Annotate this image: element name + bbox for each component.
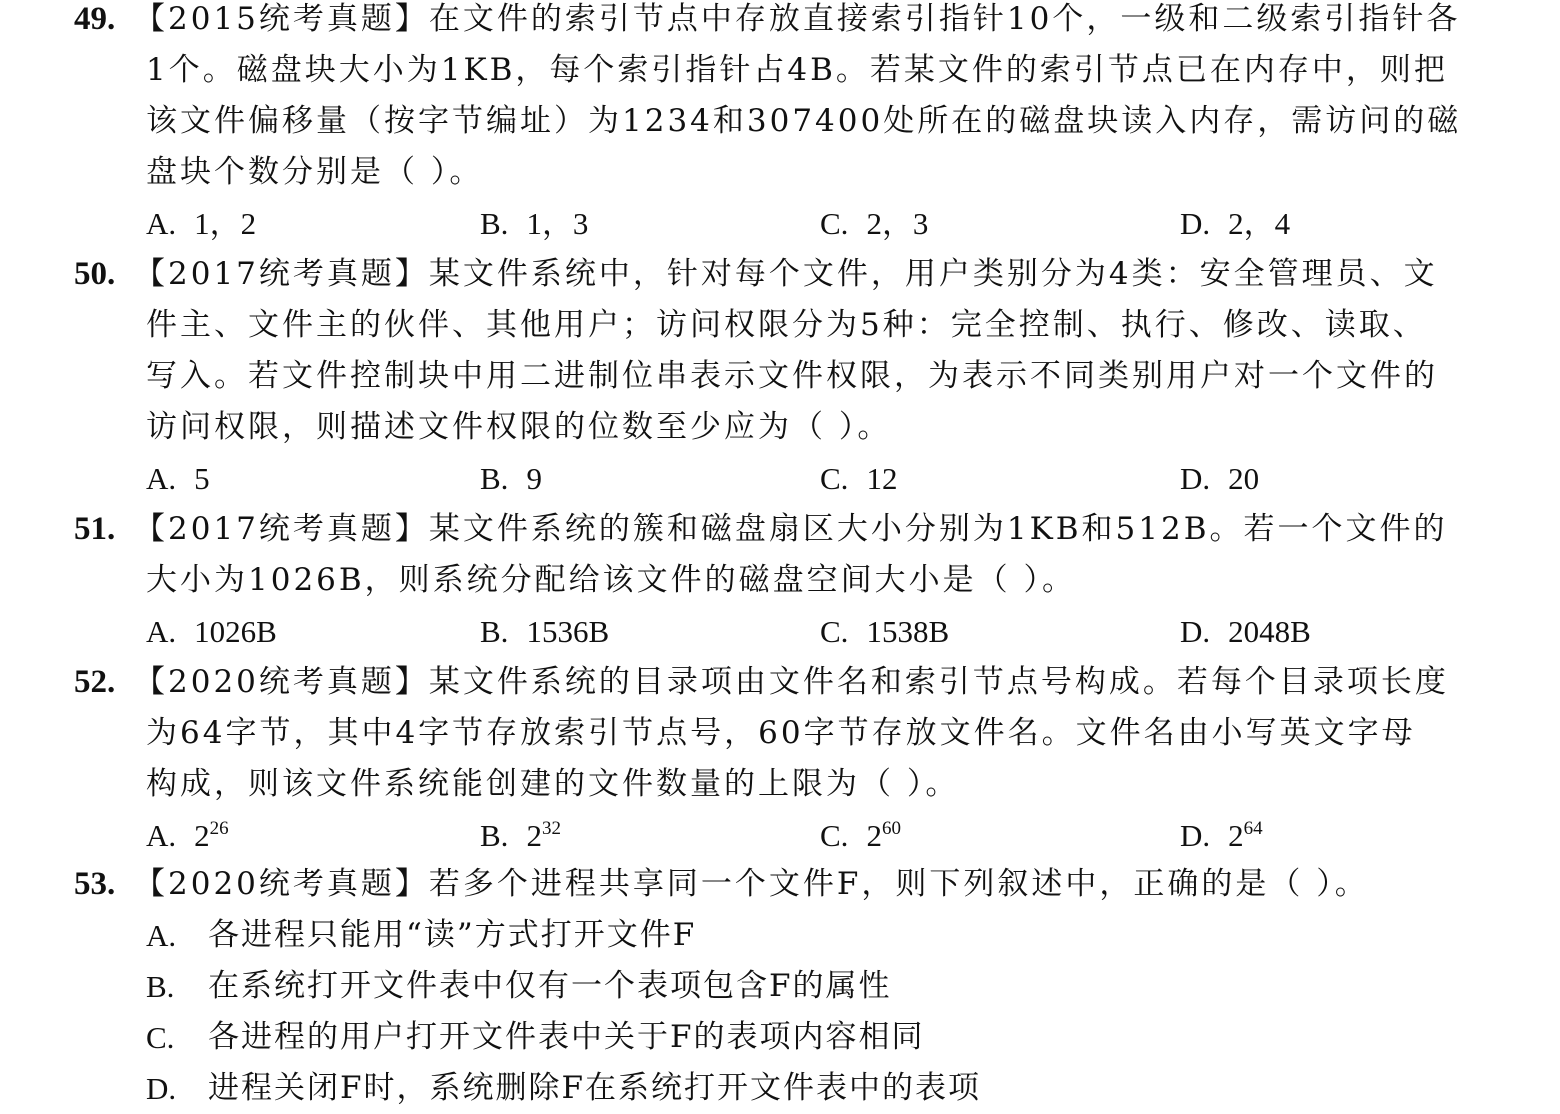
question-number: 50.: [74, 256, 116, 292]
options-row: [74, 810, 1454, 861]
option-value: [194, 818, 229, 853]
option-label: C.: [820, 614, 849, 649]
question-49: [74, 0, 1462, 249]
option-label: B.: [480, 818, 509, 853]
option-value: [866, 818, 901, 853]
options-row: [74, 606, 1454, 657]
question-line: [74, 249, 1454, 300]
option-value: 2，4: [1228, 206, 1291, 241]
question-text: 件主、文件主的伙伴、其他用户；访问权限分为5种：完全控制、执行、修改、读取、: [146, 307, 1427, 343]
power-base: 2: [526, 818, 542, 853]
option-b[interactable]: [480, 453, 542, 505]
option-label: A.: [146, 614, 177, 649]
option-value: 1536B: [526, 614, 610, 649]
option-value: 20: [1228, 461, 1260, 496]
option-d[interactable]: [74, 1063, 1454, 1114]
option-value: 2，3: [866, 206, 929, 241]
option-label: D.: [1180, 461, 1211, 496]
question-number: 49.: [74, 1, 116, 37]
question-line: [74, 504, 1454, 555]
option-value: [526, 818, 561, 853]
option-d[interactable]: [1180, 606, 1311, 658]
question-line: [74, 147, 1454, 198]
question-text: 写入。若文件控制块中用二进制位串表示文件权限，为表示不同类别用户对一个文件的: [146, 358, 1438, 394]
power-base: 2: [1228, 818, 1244, 853]
option-value: 2048B: [1228, 614, 1311, 649]
option-value: 9: [526, 461, 542, 496]
question-number: 53.: [74, 866, 116, 902]
question-text: 大小为1026B，则系统分配给该文件的磁盘空间大小是（ ）。: [146, 562, 1077, 598]
options-row: [74, 453, 1454, 504]
question-text: 访问权限，则描述文件权限的位数至少应为（ ）。: [146, 409, 892, 445]
option-value: 1538B: [866, 614, 950, 649]
question-52: [74, 657, 1454, 861]
question-line: [74, 657, 1454, 708]
option-value: 1026B: [194, 614, 277, 649]
question-line: [74, 45, 1454, 96]
option-d[interactable]: [1180, 198, 1290, 250]
question-text: 构成，则该文件系统能创建的文件数量的上限为（ ）。: [146, 766, 960, 802]
option-c[interactable]: [820, 606, 949, 658]
question-line: [74, 300, 1454, 351]
power-exponent: 26: [209, 818, 229, 839]
option-label: A.: [146, 818, 177, 853]
question-text: 为64字节，其中4字节存放索引节点号，60字节存放文件名。文件名由小写英文字母: [146, 715, 1416, 751]
option-c[interactable]: [820, 810, 901, 862]
option-b[interactable]: [480, 198, 588, 250]
question-text: 【2015统考真题】在文件的索引节点中存放直接索引指针10个，一级和二级索引指针各: [134, 1, 1461, 37]
options-row: [74, 198, 1454, 249]
option-value: 1，3: [526, 206, 589, 241]
question-text: 1个。磁盘块大小为1KB，每个索引指针占4B。若某文件的索引节点已在内存中，则把: [146, 52, 1448, 88]
option-label: C.: [820, 818, 849, 853]
question-line: [74, 0, 1461, 45]
question-line: [74, 759, 1454, 810]
option-c[interactable]: [74, 1012, 1454, 1063]
option-value: 各进程的用户打开文件表中关于F的表项内容相同: [208, 1019, 925, 1055]
question-51: [74, 504, 1454, 657]
option-d[interactable]: [1180, 810, 1263, 862]
option-b[interactable]: [480, 810, 561, 862]
question-text: 【2020统考真题】若多个进程共享同一个文件F，则下列叙述中，正确的是（ ）。: [134, 866, 1369, 902]
option-label: C.: [820, 461, 849, 496]
question-text: 【2017统考真题】某文件系统的簇和磁盘扇区大小分别为1KB和512B。若一个文件的: [134, 511, 1448, 547]
question-line: [74, 859, 1454, 910]
option-label: A.: [146, 461, 177, 496]
option-value: 进程关闭F时，系统删除F在系统打开文件表中的表项: [208, 1070, 982, 1106]
question-number: 51.: [74, 511, 116, 547]
option-value: 12: [866, 461, 898, 496]
option-value: 各进程只能用“读”方式打开文件F: [208, 917, 697, 953]
option-a[interactable]: [146, 453, 210, 505]
option-c[interactable]: [820, 198, 928, 250]
option-label: B.: [480, 614, 509, 649]
question-text: 该文件偏移量（按字节编址）为1234和307400处所在的磁盘块读入内存，需访问的磁: [146, 103, 1462, 139]
option-label: D.: [1180, 614, 1211, 649]
option-label: A.: [146, 206, 177, 241]
option-b[interactable]: [480, 606, 609, 658]
question-text: 【2020统考真题】某文件系统的目录项由文件名和索引节点号构成。若每个目录项长度: [134, 664, 1449, 700]
question-line: [74, 708, 1454, 759]
option-label: B.: [480, 461, 509, 496]
question-text: 盘块个数分别是（ ）。: [146, 154, 484, 190]
option-label: D.: [146, 1071, 177, 1106]
option-label: A.: [146, 918, 177, 953]
question-line: [74, 96, 1462, 147]
option-value: 5: [194, 461, 210, 496]
power-base: 2: [194, 818, 210, 853]
option-a[interactable]: [74, 910, 1454, 961]
option-b[interactable]: [74, 961, 1454, 1012]
option-a[interactable]: [146, 198, 256, 250]
option-label: D.: [1180, 818, 1211, 853]
power-exponent: 64: [1243, 818, 1263, 839]
question-line: [74, 402, 1454, 453]
option-c[interactable]: [820, 453, 897, 505]
question-53: [74, 859, 1454, 1114]
power-exponent: 32: [541, 818, 561, 839]
option-a[interactable]: [146, 606, 277, 658]
power-exponent: 60: [881, 818, 901, 839]
option-label: B.: [480, 206, 509, 241]
power-base: 2: [866, 818, 882, 853]
option-label: C.: [820, 206, 849, 241]
option-value: 1，2: [194, 206, 257, 241]
question-line: [74, 555, 1454, 606]
question-number: 52.: [74, 664, 116, 700]
option-value: [1228, 818, 1263, 853]
option-label: D.: [1180, 206, 1211, 241]
question-50: [74, 249, 1454, 504]
question-text: 【2017统考真题】某文件系统中，针对每个文件，用户类别分为4类：安全管理员、文: [134, 256, 1438, 292]
option-value: 在系统打开文件表中仅有一个表项包含F的属性: [208, 968, 892, 1004]
option-label: B.: [146, 969, 175, 1004]
question-line: [74, 351, 1454, 402]
option-label: C.: [146, 1020, 175, 1055]
option-d[interactable]: [1180, 453, 1259, 505]
option-a[interactable]: [146, 810, 229, 862]
